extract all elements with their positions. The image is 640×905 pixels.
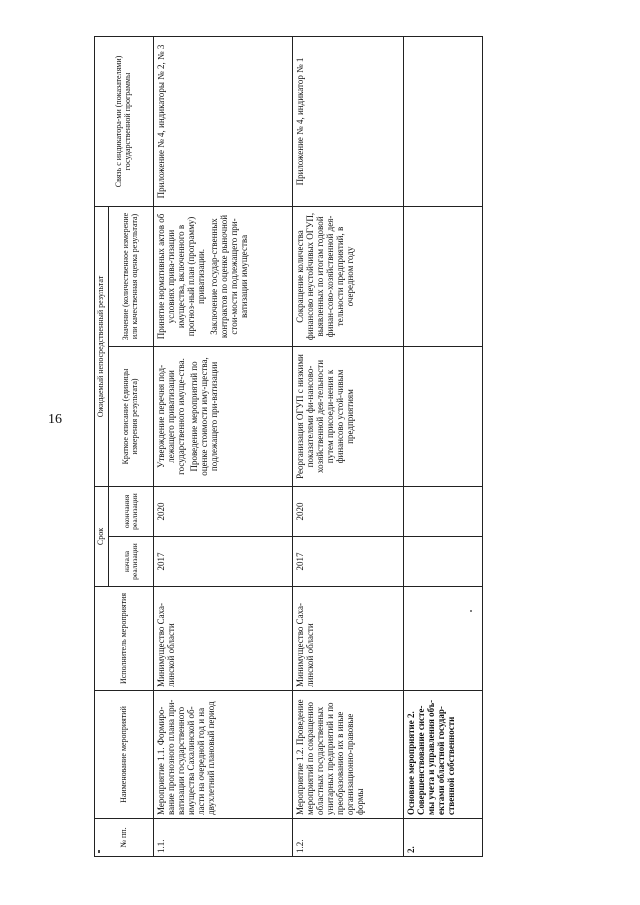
row-executor: Минимущество Саха-линской области [153, 587, 292, 691]
row-brief [153, 346, 292, 486]
program-measures-table [94, 36, 483, 857]
stray-dot [470, 610, 472, 612]
header-link: Связь с индикатора-ми (показателями) государственной программы [95, 36, 154, 206]
row-brief-empty [403, 346, 482, 486]
row-brief-part: Проведение мероприятий по оценке стоимости иму-щества, подлежащего при-ватизации [189, 357, 220, 476]
row-executor-empty [403, 587, 482, 691]
row-start: 2017 [153, 537, 292, 587]
header-executor: Исполнитель мероприятия [95, 587, 154, 691]
row-link: Приложение № 4, индикаторы № 2, № 3 [153, 36, 292, 206]
header-result-brief: Краткое описание (единицы измерения результата) [108, 346, 153, 486]
page-number: 16 [48, 412, 62, 427]
row-value-part: Принятие нормативных актов об условиях прива-тизации имущества, включенного в прогноз-ный план (программу) приватизации. [155, 213, 207, 340]
table-row [292, 36, 403, 856]
row-num: 1.1. [153, 819, 292, 857]
row-start: 2017 [292, 537, 403, 587]
row-executor: Минимущество Саха-линской области [292, 587, 403, 691]
header-result-value: Значение (количественное измерение или качественная оценка результата) [108, 206, 153, 346]
table-row [153, 36, 292, 856]
rotated-table-container [94, 37, 534, 857]
row-end: 2020 [153, 486, 292, 536]
row-num: 2. [403, 819, 482, 857]
table-row [403, 36, 482, 856]
corner-mark [98, 850, 100, 853]
header-term: Срок [95, 486, 109, 586]
row-value [153, 206, 292, 346]
row-link: Приложение № 4, индикатор № 1 [292, 36, 403, 206]
row-num: 1.2. [292, 819, 403, 857]
header-name: Наименование мероприятий [95, 691, 154, 819]
row-name: Мероприятие 1.2. Проведение мероприятий по сокращению областных государственных унитарных предприятий и по преобразованию их в иные организационно-правовые формы [292, 691, 403, 819]
row-link-empty [403, 36, 482, 206]
header-term-end: окончания реализации [108, 486, 153, 536]
row-name: Мероприятие 1.1. Формиро-вание прогнозного плана при-ватизации государственного имущества Сахалинской об-ласти на очередной год и на двухлетний плановый период [153, 691, 292, 819]
row-name: Основное мероприятие 2. Совершенствование систе-мы учета и управления объ-ектами областной государ-ственной собственности [403, 691, 482, 819]
row-start-empty [403, 537, 482, 587]
row-value-part: Заключение государ-ственных контрактов по оценке рыночной стои-мости подлежащего при-ватизации имущества [209, 214, 250, 339]
row-value: Сокращение количества финансово неустойчивых ОГУП, выявленных по итогам годовой финан-сово-хозяйственной дея-тельности предприятий, в очередном году [292, 206, 403, 346]
row-brief: Реорганизация ОГУП с низкими показателями фи-нансово-хозяйственной дея-тельности путем присоеди-нения к финансово устой-чивым предприятиям [292, 346, 403, 486]
row-value-empty [403, 206, 482, 346]
row-end: 2020 [292, 486, 403, 536]
header-term-start: начала реализации [108, 537, 153, 587]
header-result: Ожидаемый непосредственный результат [95, 206, 109, 486]
header-num: № пп. [95, 819, 154, 857]
row-end-empty [403, 486, 482, 536]
row-brief-part: Утверждение перечня под-лежащего приватизации государственного имуще-ства. [155, 358, 186, 475]
